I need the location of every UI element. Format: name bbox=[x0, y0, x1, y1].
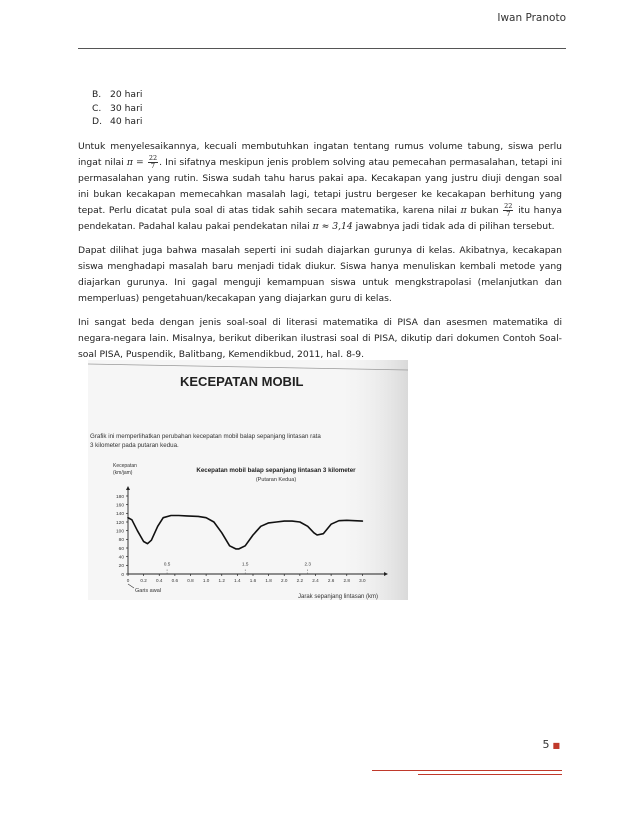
p1-text-3: bukan bbox=[466, 204, 503, 216]
y-tick-label: 160 bbox=[115, 503, 124, 509]
fraction-numerator: 22 bbox=[504, 201, 513, 210]
option-c bbox=[92, 102, 562, 116]
x-tick-label: 3.0 bbox=[359, 578, 366, 583]
annotation-label: 2.3 bbox=[304, 561, 311, 567]
x-tick-label: 2.2 bbox=[296, 578, 304, 583]
y-axis-label-line-2: (km/jam) bbox=[113, 470, 133, 476]
y-tick-label: 180 bbox=[115, 494, 124, 500]
x-tick-label: 0.6 bbox=[171, 578, 179, 583]
paragraph-3: Ini sangat beda dengan jenis soal-soal di literasi matematika di PISA dan asesmen matematika di negara-negara lain. Misalnya, berikut diberikan ilustrasi soal di PISA, dikutip dari dokumen Contoh Soal-soal PISA, Puspendik, Balitbang, Kemendikbud, 2011, hal. 8-9. bbox=[78, 316, 562, 360]
equals-sign: = bbox=[132, 156, 147, 168]
fraction-denominator: 7 bbox=[506, 209, 511, 218]
x-tick-label: 1.4 bbox=[234, 578, 241, 583]
fraction-22-7 bbox=[148, 155, 158, 170]
approx-value: ≈ 3,14 bbox=[318, 220, 353, 232]
annotation-label: 1.5 bbox=[241, 561, 249, 567]
x-tick-label: 2.6 bbox=[327, 578, 335, 583]
p1-text-5: jawabnya jadi tidak ada di pilihan tersebut. bbox=[352, 220, 555, 232]
y-tick-label: 20 bbox=[118, 564, 124, 570]
y-tick-label: 120 bbox=[115, 520, 124, 526]
figure-description-line-1: Grafik ini memperlihatkan perubahan kecepatan mobil balap sepanjang lintasan rata bbox=[90, 433, 321, 440]
footer-rule bbox=[372, 770, 562, 771]
option-text: 30 hari bbox=[110, 102, 143, 114]
start-line-label: Garis awal bbox=[135, 588, 161, 594]
answer-options bbox=[92, 88, 562, 129]
x-tick-label: 0.2 bbox=[140, 578, 147, 583]
y-tick-label: 0 bbox=[121, 572, 124, 578]
x-tick-label: 0 bbox=[126, 578, 130, 583]
y-tick-label: 80 bbox=[118, 538, 124, 544]
page-number-value: 5 bbox=[542, 738, 550, 751]
p1-text-1: Untuk menyelesaikannya, kecuali membutuhkan ingatan tentang rumus volume tabung, siswa perlu ingat nilai bbox=[78, 140, 562, 168]
x-tick-label: 0.8 bbox=[187, 578, 194, 583]
paragraph-2: Dapat dilihat juga bahwa masalah seperti ini sudah diajarkan gurunya di kelas. Akibatnya, kecakapan siswa menghadapi masalah baru menjadi tidak diukur. Siswa hanya menuliskan kembali metode yang diajarkan gurunya. Ini gagal menguji kemampuan siswa untuk mengkstrapolasi (melanjutkan dan memperluas) pengetahuan/kecakapan yang diajarkan guru di kelas. bbox=[78, 244, 562, 304]
option-b bbox=[92, 88, 562, 102]
y-axis-label-line-1: Kecepatan bbox=[113, 463, 137, 469]
y-tick-label: 140 bbox=[115, 512, 124, 518]
y-tick-label: 100 bbox=[115, 529, 124, 535]
x-tick-label: 2.8 bbox=[343, 578, 350, 583]
y-tick-label: 40 bbox=[118, 555, 124, 561]
y-tick-label: 60 bbox=[118, 546, 124, 552]
option-d bbox=[92, 115, 562, 129]
x-tick-label: 0.4 bbox=[156, 578, 163, 583]
p1-text-4: itu hanya pendekatan. Padahal kalau pakai pendekatan nilai bbox=[78, 204, 563, 232]
pi-symbol: π bbox=[460, 204, 467, 216]
figure-heading: KECEPATAN MOBIL bbox=[180, 374, 304, 389]
chart-subtitle: (Putaran Kedua) bbox=[255, 477, 297, 483]
annotation-label: 0.5 bbox=[163, 561, 171, 567]
x-tick-label: 2.4 bbox=[312, 578, 319, 583]
page-bullet-icon: ■ bbox=[552, 741, 560, 750]
fraction-denominator: 7 bbox=[150, 161, 156, 170]
x-tick-label: 1.0 bbox=[202, 578, 210, 583]
paragraph-1 bbox=[78, 139, 562, 235]
footer-rule bbox=[418, 774, 562, 775]
chart-title: Kecepatan mobil balap sepanjang lintasan 3 kilometer bbox=[196, 467, 356, 474]
option-text: 40 hari bbox=[110, 116, 143, 127]
fraction-numerator: 22 bbox=[148, 153, 158, 162]
page-header bbox=[78, 12, 566, 54]
p1-text-2: . Ini sifatnya meskipun jenis problem solving atau pemecahan permasalahan, tetapi ini permasalahan yang rutin. Siswa sudah tahu harus pakai apa. Kecakapan yang justru diuji dengan soal ini bukan kecakapan memecahkan masalah lagi, tetapi justru bergeser ke kecakapan berhitung yang tepat. Perlu dicatat pula soal di atas tidak sahih secara matematika, karena nilai bbox=[78, 156, 562, 216]
option-label: B. bbox=[92, 89, 102, 100]
x-tick-label: 1.6 bbox=[249, 578, 257, 583]
pi-symbol: π bbox=[312, 220, 319, 232]
option-label: D. bbox=[92, 116, 102, 127]
x-tick-label: 1.2 bbox=[218, 578, 225, 583]
pi-symbol: π bbox=[126, 156, 133, 168]
figure-description-line-2: 3 kilometer pada putaran kedua. bbox=[90, 442, 179, 449]
fraction-22-7 bbox=[503, 203, 513, 218]
page-number bbox=[542, 738, 560, 751]
option-label: C. bbox=[92, 102, 102, 114]
x-tick-label: 1.8 bbox=[265, 578, 272, 583]
option-text: 20 hari bbox=[110, 89, 143, 100]
document-body bbox=[78, 88, 562, 371]
x-axis-label: Jarak sepanjang lintasan (km) bbox=[298, 594, 379, 600]
author-name: Iwan Pranoto bbox=[497, 12, 566, 24]
x-tick-label: 2.0 bbox=[281, 578, 288, 583]
pisa-figure bbox=[88, 360, 408, 600]
header-rule bbox=[78, 48, 566, 49]
